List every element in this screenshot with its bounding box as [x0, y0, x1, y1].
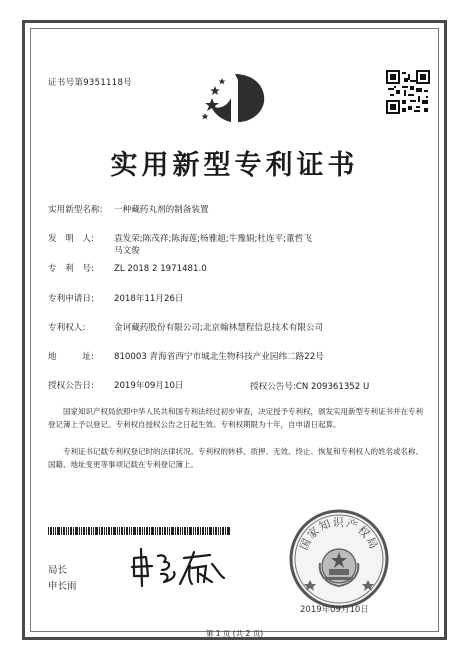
- filing-date-label: 专利申请日:: [48, 294, 94, 304]
- filing-date-value: 2018年11月26日: [114, 294, 184, 304]
- utility-model-name-row: [48, 204, 209, 216]
- patentee-row: [48, 322, 323, 334]
- utility-model-name-label: 实用新型名称:: [48, 205, 103, 215]
- patent-office-emblem-icon: [200, 70, 270, 130]
- address-value: 810003 青海省西宁市城北生物科技产业园纬二路22号: [114, 352, 324, 362]
- inventor-value: 袁发荣;陈茂祥;陈海莲;杨雅超;牛豫娟;杜连平;董哲飞: [114, 234, 312, 244]
- paragraph-legal-status: 专利证书记载专利权登记时的法律状况。专利权的转移、质押、无效、终止、恢复和专利权人的姓名或名称、国籍、地址变更等事项记载在专利登记簿上。: [48, 447, 423, 469]
- certificate-number: 证书号第9351118号: [48, 78, 132, 88]
- paragraph-grant-statement: 国家知识产权局依照中华人民共和国专利法经过初步审查，决定授予专利权，颁发实用新型专利证书并在专利登记簿上予以登记。专利权自授权公告之日起生效。专利权期限为十年，自申请日起算。: [48, 407, 423, 429]
- inventor-label: 发 明 人:: [48, 234, 94, 244]
- grant-date-label: 授权公告日:: [48, 381, 94, 391]
- address-row: [48, 351, 324, 363]
- publication-number-row: [250, 380, 369, 392]
- grant-date-row: [48, 380, 184, 392]
- publication-number-label: 授权公告号:: [250, 382, 296, 392]
- inventor-value-continued: 马文俊: [114, 246, 140, 256]
- page-number: 第 1 页 (共 2 页): [205, 629, 264, 638]
- director-title: 局长: [48, 565, 68, 576]
- address-label: 地 址:: [48, 352, 94, 362]
- seal-date: 2019年09月10日: [300, 605, 369, 615]
- director-name: 申长雨: [48, 581, 77, 592]
- publication-number-value: CN 209361352 U: [295, 382, 370, 392]
- barcode-icon: [48, 527, 230, 535]
- qr-code-icon: [386, 70, 430, 114]
- utility-model-name-value: 一种藏药丸剂的制备装置: [114, 205, 209, 215]
- patent-number-value: ZL 2018 2 1971481.0: [114, 264, 207, 274]
- patent-number-row: [48, 263, 207, 275]
- filing-date-row: [48, 293, 184, 305]
- grant-date-value: 2019年09月10日: [114, 381, 184, 391]
- seal-text: 国家知识产权局: [297, 516, 381, 553]
- certificate-title: 实用新型专利证书: [110, 150, 359, 181]
- inventor-row: [48, 233, 312, 256]
- patentee-label: 专利权人:: [48, 323, 86, 333]
- patentee-value: 金诃藏药股份有限公司;北京翰林慧程信息技术有限公司: [114, 323, 324, 333]
- official-seal-icon: [288, 508, 390, 610]
- patent-number-label: 专 利 号:: [48, 264, 94, 274]
- director-signature-icon: [128, 546, 228, 590]
